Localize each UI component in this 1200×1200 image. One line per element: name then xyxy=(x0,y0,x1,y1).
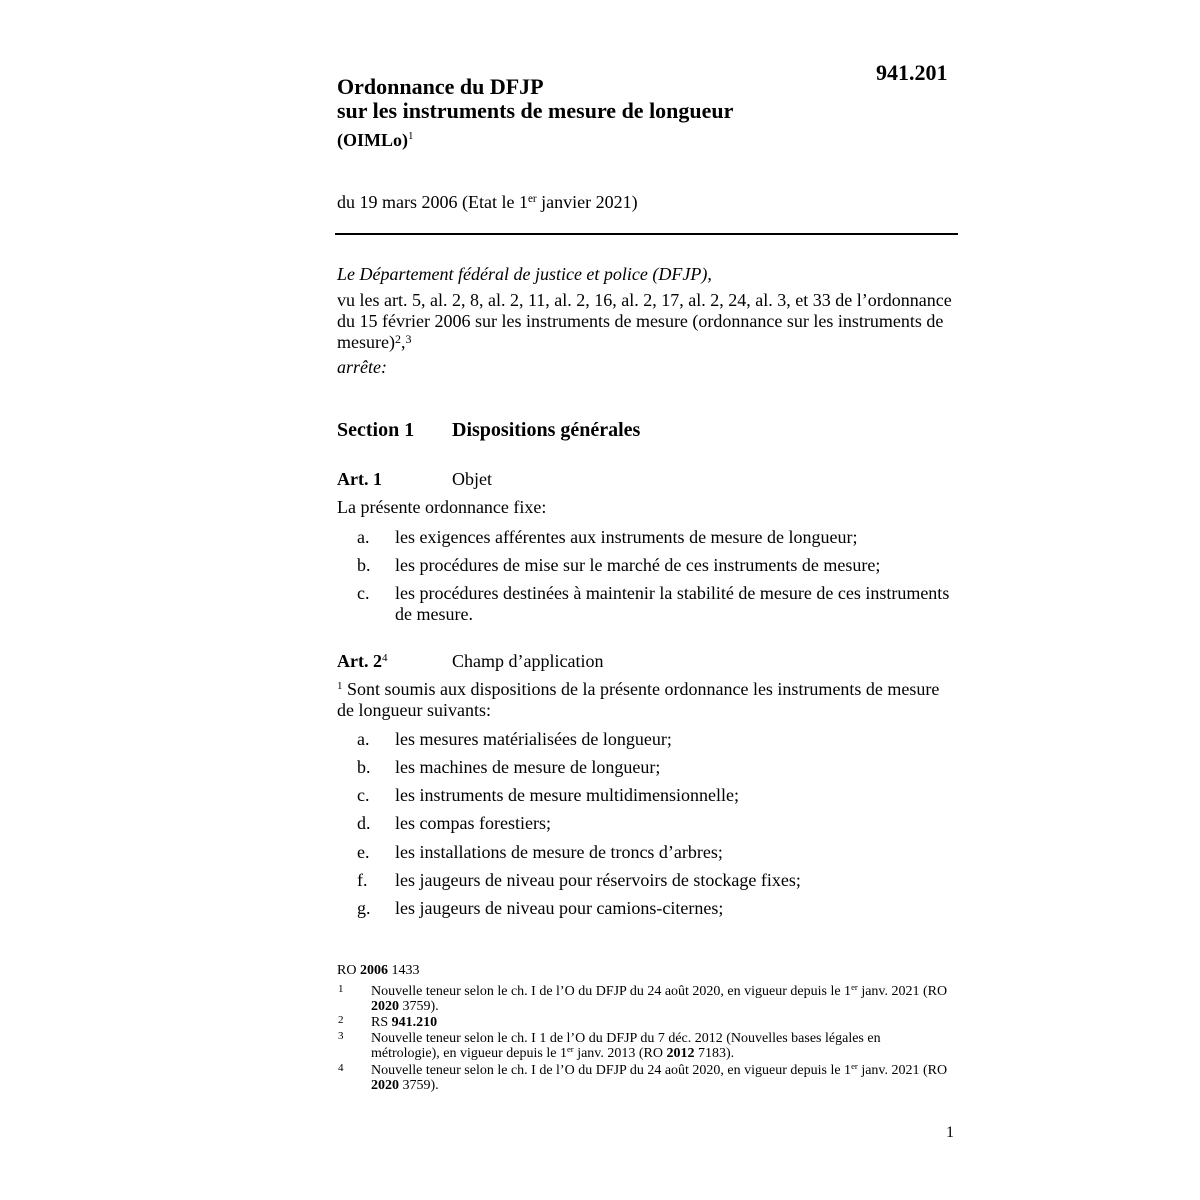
article-2-intro xyxy=(337,679,959,721)
footnote-ro-year: 2020 xyxy=(371,1078,399,1093)
footnote-sup: er xyxy=(851,1061,858,1072)
preamble-authority: Le Département fédéral de justice et police (DFJP), xyxy=(337,264,712,284)
footnote-text: janv. 2013 (RO xyxy=(573,1046,667,1061)
source-year: 2006 xyxy=(359,963,388,978)
list-item-text: les mesures matérialisées de longueur; xyxy=(395,729,672,749)
source-prefix: RO xyxy=(337,963,360,978)
footnote-number: 4 xyxy=(338,1062,344,1074)
header-divider xyxy=(335,233,958,235)
vu-text: vu les art. 5, al. 2, 8, al. 2, 11, al. 2, 16, al. 2, 17, al. 2, 24, al. 3, et 33 de l’ordonnance du 15 février 2006 sur les instruments de mesure (ordonnance sur les instruments de mesure) xyxy=(337,290,952,352)
list-item-text: les exigences afférentes aux instruments de mesure de longueur; xyxy=(395,527,858,547)
footnote-text: 3759). xyxy=(399,1078,439,1093)
footnote-ro-year: 2012 xyxy=(666,1046,695,1061)
title-abbrev-text: (OIMLo) xyxy=(337,130,408,150)
section-number: Section 1 xyxy=(337,419,415,441)
article-2-intro-text: Sont soumis aux dispositions de la présente ordonnance les instruments de mesure de longueur suivants: xyxy=(337,679,940,720)
footnote-3 xyxy=(371,1031,951,1061)
section-title: Dispositions générales xyxy=(452,419,641,441)
footnote-ref-1[interactable]: 1 xyxy=(408,130,414,142)
list-item-letter: b. xyxy=(357,555,371,575)
date-suffix: janvier 2021) xyxy=(536,192,638,212)
article-2-title: Champ d’application xyxy=(452,651,604,671)
footnote-text: 3759). xyxy=(399,999,439,1014)
article-2-number-text: Art. 2 xyxy=(337,651,382,671)
list-item-text: les jaugeurs de niveau pour camions-citernes; xyxy=(395,898,724,918)
footnote-4 xyxy=(371,1063,951,1093)
article-2-number xyxy=(337,651,387,672)
footnote-sup: er xyxy=(851,982,858,993)
list-item-text: les procédures destinées à maintenir la stabilité de mesure de ces instruments de mesure. xyxy=(395,583,950,624)
footnote-text: Nouvelle teneur selon le ch. I 1 de l’O du DFJP du 7 déc. 2012 (Nouvelles bases légales en métrologie), en vigueur depuis le 1 xyxy=(371,1031,881,1061)
article-1-intro: La présente ordonnance fixe: xyxy=(337,497,547,517)
footnote-ref-3[interactable]: 3 xyxy=(405,332,412,346)
article-1-title: Objet xyxy=(452,469,492,489)
title-line-1: Ordonnance du DFJP xyxy=(337,74,544,99)
article-1-number: Art. 1 xyxy=(337,469,382,489)
footnote-source xyxy=(337,963,419,979)
footnote-text: Nouvelle teneur selon le ch. I de l’O du DFJP du 24 août 2020, en vigueur depuis le 1 xyxy=(371,984,852,999)
document-date xyxy=(337,192,638,213)
footnote-ref-2[interactable]: 2 xyxy=(394,332,401,346)
footnote-ref-4[interactable]: 4 xyxy=(381,652,388,664)
footnote-number: 3 xyxy=(338,1030,344,1042)
source-page: 1433 xyxy=(387,963,420,978)
footnote-text: janv. 2021 (RO xyxy=(857,1063,948,1078)
rs-number: 941.201 xyxy=(876,60,948,85)
list-item-letter: a. xyxy=(357,527,370,547)
footnote-text: Nouvelle teneur selon le ch. I de l’O du DFJP du 24 août 2020, en vigueur depuis le 1 xyxy=(371,1063,852,1078)
footnote-number: 2 xyxy=(338,1014,344,1026)
date-prefix: du 19 mars 2006 (Etat le 1 xyxy=(337,192,528,212)
list-item-text: les compas forestiers; xyxy=(395,813,551,833)
footnote-rs-number: 941.210 xyxy=(391,1015,438,1030)
title-line-2: sur les instruments de mesure de longueur xyxy=(337,98,734,123)
list-item-letter: e. xyxy=(357,842,370,862)
list-item-text: les procédures de mise sur le marché de ces instruments de mesure; xyxy=(395,555,881,575)
footnote-ro-year: 2020 xyxy=(371,999,399,1014)
list-item-letter: c. xyxy=(357,785,370,805)
footnote-number: 1 xyxy=(338,983,344,995)
vu-separator: , xyxy=(400,332,406,352)
list-item-text: les instruments de mesure multidimensionnelle; xyxy=(395,785,739,805)
list-item-letter: b. xyxy=(357,757,371,777)
preamble-legal-basis xyxy=(337,290,959,353)
footnote-1 xyxy=(371,984,951,1014)
list-item-letter: g. xyxy=(357,898,371,918)
date-sup: er xyxy=(527,192,537,205)
footnote-sup: er xyxy=(566,1044,574,1055)
list-item-letter: c. xyxy=(357,583,370,603)
list-item-letter: a. xyxy=(357,729,370,749)
preamble-arrete: arrête: xyxy=(337,357,387,377)
footnote-text: janv. 2021 (RO xyxy=(857,984,948,999)
list-item-letter: f. xyxy=(357,870,368,890)
title-abbreviation xyxy=(337,130,414,151)
footnote-2 xyxy=(371,1015,951,1030)
footnote-text: 7183). xyxy=(694,1046,735,1061)
list-item-letter: d. xyxy=(357,813,371,833)
page-number: 1 xyxy=(946,1124,954,1141)
list-item-text: les jaugeurs de niveau pour réservoirs de stockage fixes; xyxy=(395,870,801,890)
footnote-text: RS xyxy=(371,1015,392,1030)
list-item-text: les installations de mesure de troncs d’arbres; xyxy=(395,842,723,862)
list-item-text: les machines de mesure de longueur; xyxy=(395,757,661,777)
paragraph-number: 1 xyxy=(337,680,343,692)
